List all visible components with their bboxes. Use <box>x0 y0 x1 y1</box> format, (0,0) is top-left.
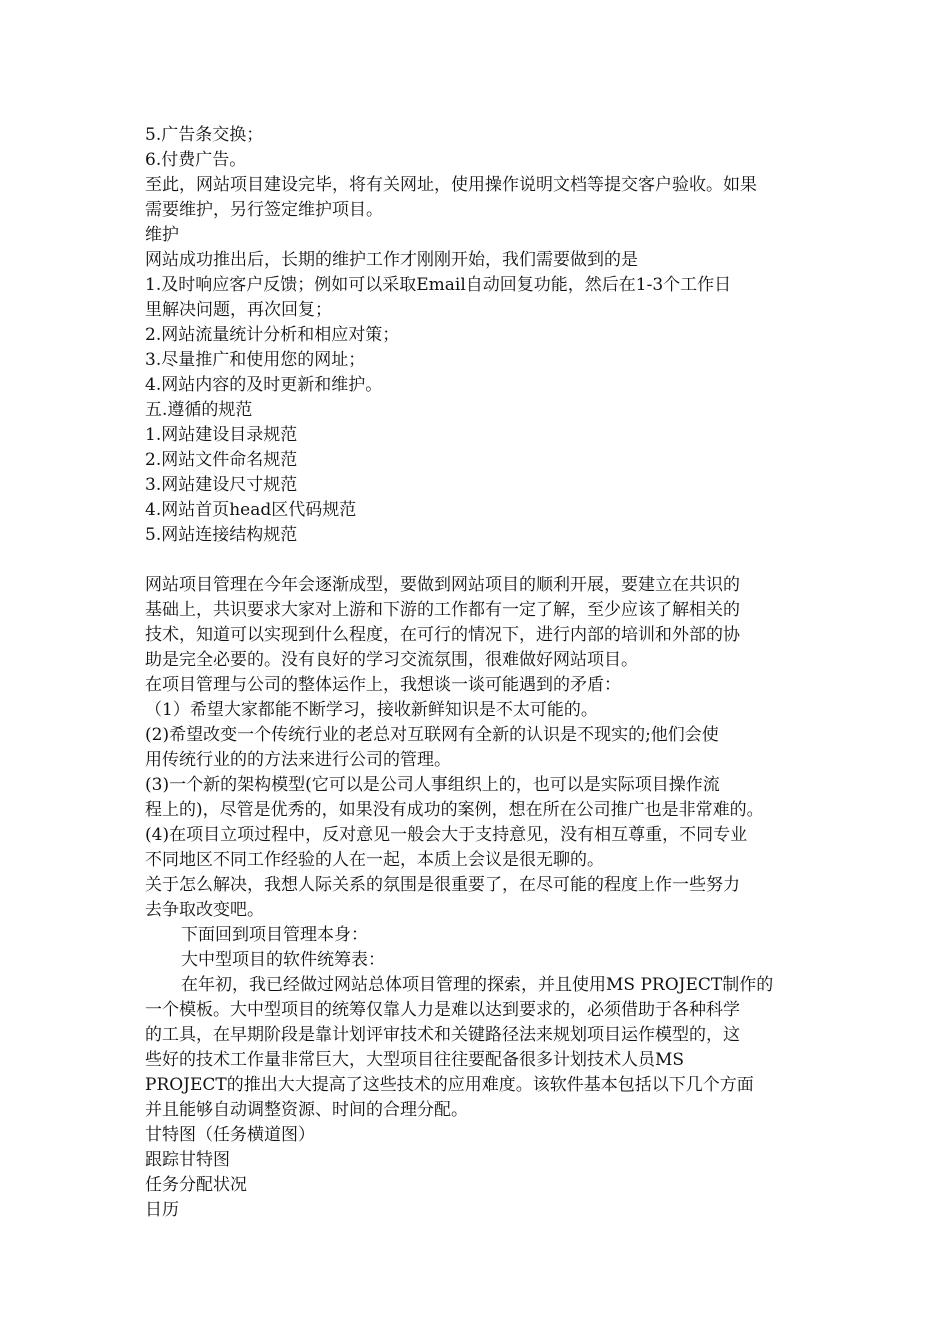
list-item: 4.网站首页head区代码规范 <box>145 500 357 520</box>
list-item: 2.网站文件命名规范 <box>145 450 298 470</box>
list-item: 4.网站内容的及时更新和维护。 <box>145 375 383 395</box>
blank-line <box>145 548 815 573</box>
list-item: 用传统行业的的方法来进行公司的管理。 <box>145 750 451 770</box>
text-line: 基础上，共识要求大家对上游和下游的工作都有一定了解，至少应该了解相关的 <box>145 600 740 620</box>
text-line: 网站成功推出后，长期的维护工作才刚刚开始，我们需要做到的是 <box>145 250 638 270</box>
text-line: 关于怎么解决，我想人际关系的氛围是很重要了，在尽可能的程度上作一些努力 <box>145 875 740 895</box>
section-software <box>145 923 815 1223</box>
text-line: 网站项目管理在今年会逐渐成型，要做到网站项目的顺利开展，要建立在共识的 <box>145 575 740 595</box>
list-item: 里解决问题，再次回复； <box>145 300 332 320</box>
list-item: （1）希望大家都能不断学习，接收新鲜知识是不太可能的。 <box>145 700 598 720</box>
list-item: 甘特图（任务横道图） <box>145 1125 315 1145</box>
list-item: 1.网站建设目录规范 <box>145 425 298 445</box>
list-item: (2)希望改变一个传统行业的老总对互联网有全新的认识是不现实的;他们会使 <box>145 725 719 745</box>
text-line: 去争取改变吧。 <box>145 900 264 920</box>
text-line: 在项目管理与公司的整体运作上，我想谈一谈可能遇到的矛盾： <box>145 675 621 695</box>
heading-maintenance: 维护 <box>145 225 179 245</box>
list-item: (3)一个新的架构模型(它可以是公司人事组织上的，也可以是实际项目操作流 <box>145 775 720 795</box>
text-line: 6.付费广告。 <box>145 150 247 170</box>
list-item: 不同地区不同工作经验的人在一起，本质上会议是很无聊的。 <box>145 850 604 870</box>
text-line: 需要维护，另行签定维护项目。 <box>145 200 383 220</box>
list-item: 任务分配状况 <box>145 1175 247 1195</box>
list-item: 2.网站流量统计分析和相应对策； <box>145 325 400 345</box>
section-project-management <box>145 573 815 923</box>
list-item: (4)在项目立项过程中，反对意见一般会大于支持意见，没有相互尊重，不同专业 <box>145 825 748 845</box>
indented-line: 下面回到项目管理本身： <box>181 925 368 945</box>
list-item: 日历 <box>145 1200 179 1220</box>
list-item: 跟踪甘特图 <box>145 1150 230 1170</box>
text-line: 并且能够自动调整资源、时间的合理分配。 <box>145 1100 468 1120</box>
text-line: 助是完全必要的。没有良好的学习交流氛围，很难做好网站项目。 <box>145 650 638 670</box>
text-line: 一个模板。大中型项目的统筹仅靠人力是难以达到要求的，必须借助于各种科学 <box>145 1000 740 1020</box>
text-line: 至此，网站项目建设完毕，将有关网址，使用操作说明文档等提交客户验收。如果 <box>145 175 757 195</box>
text-line: 些好的技术工作量非常巨大，大型项目往往要配备很多计划技术人员MS <box>145 1050 685 1070</box>
text-line: 技术，知道可以实现到什么程度，在可行的情况下，进行内部的培训和外部的协 <box>145 625 740 645</box>
list-item: 5.网站连接结构规范 <box>145 525 298 545</box>
text-line: PROJECT的推出大大提高了这些技术的应用难度。该软件基本包括以下几个方面 <box>145 1075 754 1095</box>
section-maintenance <box>145 123 815 548</box>
document-page <box>145 123 815 1223</box>
text-line: 5.广告条交换； <box>145 125 264 145</box>
list-item: 1.及时响应客户反馈；例如可以采取Email自动回复功能，然后在1-3个工作日 <box>145 275 732 295</box>
list-item: 程上的)，尽管是优秀的，如果没有成功的案例，想在所在公司推广也是非常难的。 <box>145 800 764 820</box>
heading-standards: 五.遵循的规范 <box>145 400 253 420</box>
indented-line: 大中型项目的软件统筹表： <box>181 950 385 970</box>
list-item: 3.网站建设尺寸规范 <box>145 475 298 495</box>
list-item: 3.尽量推广和使用您的网址； <box>145 350 366 370</box>
text-line: 的工具，在早期阶段是靠计划评审技术和关键路径法来规划项目运作模型的，这 <box>145 1025 740 1045</box>
indented-line: 在年初，我已经做过网站总体项目管理的探索，并且使用MS PROJECT制作的 <box>181 975 774 995</box>
